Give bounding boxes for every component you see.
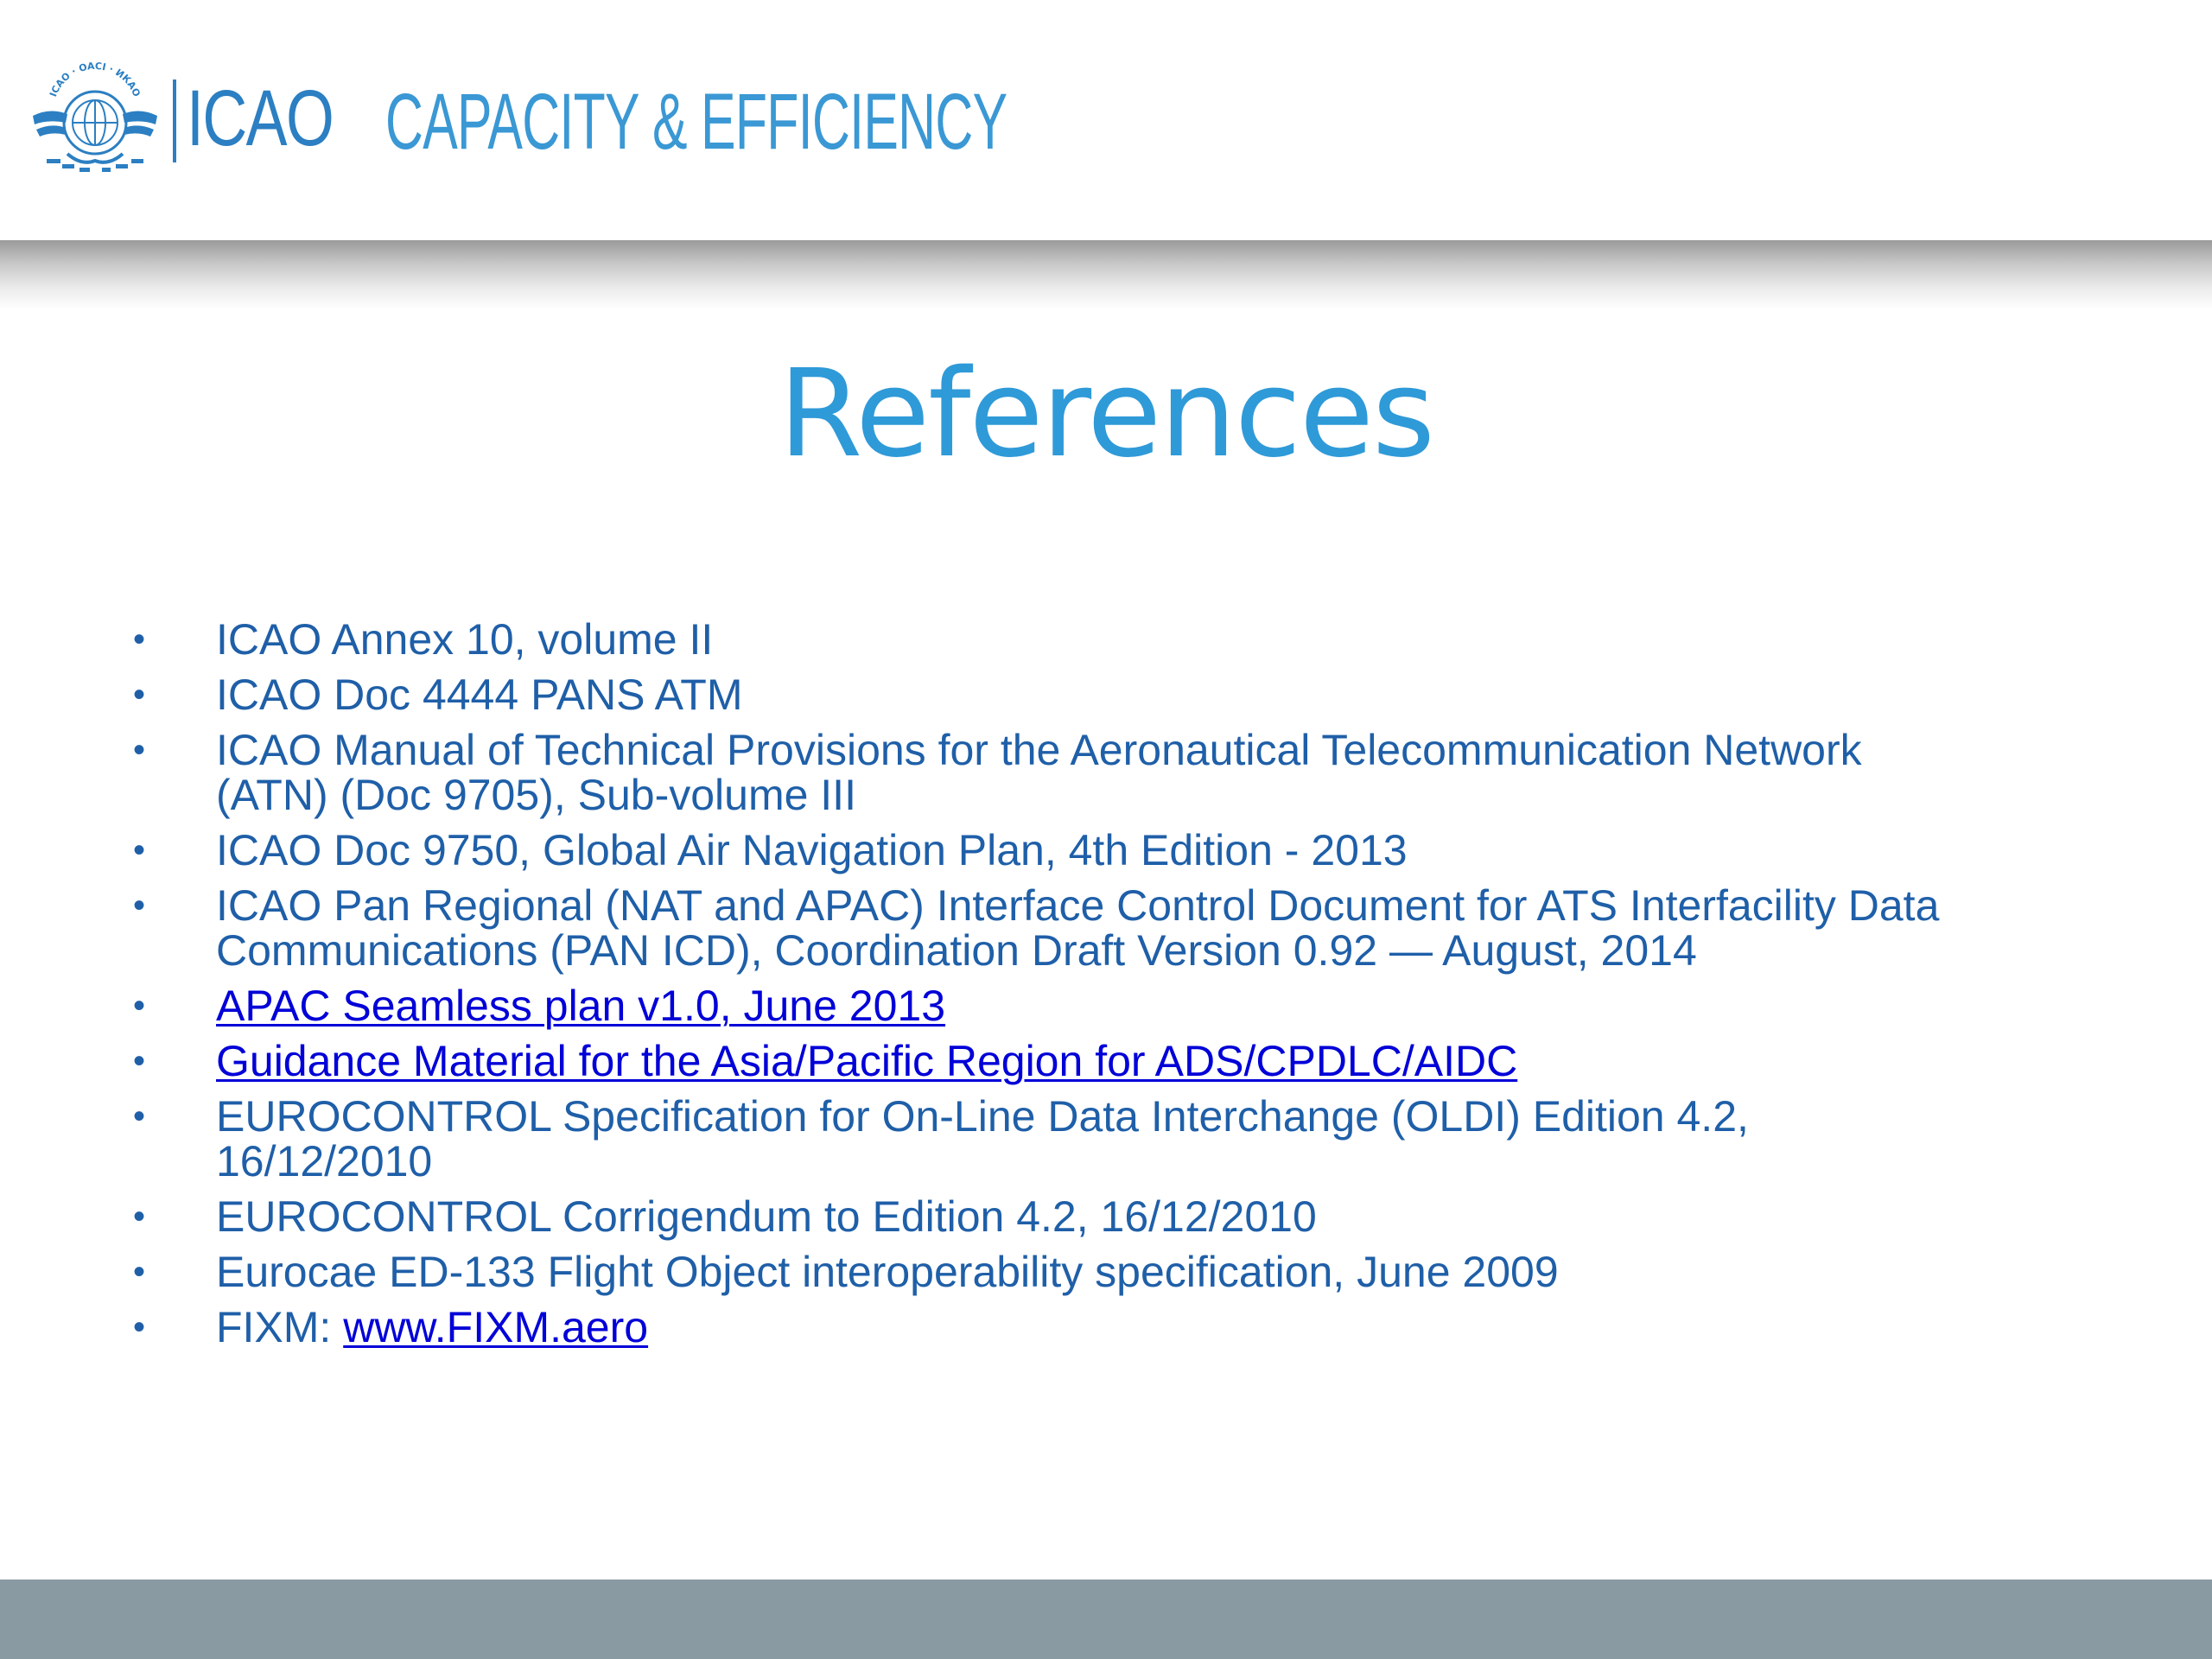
reference-item	[130, 1194, 2108, 1239]
reference-item	[130, 1094, 2108, 1184]
footer-bar	[0, 1580, 2212, 1659]
section-title: CAPACITY & EFFICIENCY	[385, 78, 1007, 166]
reference-item	[130, 1039, 2108, 1084]
reference-text-line-1: EUROCONTROL Specification for On-Line Data Interchange (OLDI) Edition 4.2,	[216, 1092, 1749, 1141]
bullet-icon: •	[133, 987, 146, 1025]
reference-text-line-1: ICAO Pan Regional (NAT and APAC) Interface Control Document for ATS Interfacility Data	[216, 881, 1940, 930]
reference-text-line-2: (ATN) (Doc 9705), Sub-volume III	[216, 771, 856, 819]
reference-text: ICAO Doc 4444 PANS ATM	[216, 671, 743, 719]
bullet-icon: •	[133, 620, 146, 658]
reference-text-line-2: 16/12/2010	[216, 1137, 433, 1185]
header-divider-band	[0, 240, 2212, 309]
bullet-icon: •	[133, 1097, 146, 1135]
header	[0, 0, 2212, 242]
reference-item	[130, 828, 2108, 873]
reference-text: Eurocae ED-133 Flight Object interoperability specification, June 2009	[216, 1248, 1559, 1296]
asia-pacific-guidance-link[interactable]: Guidance Material for the Asia/Pacific Region for ADS/CPDLC/AIDC	[216, 1037, 1518, 1085]
reference-item	[130, 1249, 2108, 1294]
reference-item	[130, 883, 2108, 973]
bullet-icon: •	[133, 1308, 146, 1346]
bullet-icon: •	[133, 1253, 146, 1291]
bullet-icon: •	[133, 1198, 146, 1236]
icao-logo-text: ICAO	[187, 74, 334, 162]
page-title: References	[779, 344, 1433, 485]
reference-text: ICAO Annex 10, volume II	[216, 615, 714, 664]
bullet-icon: •	[133, 676, 146, 714]
reference-item	[130, 983, 2108, 1028]
bullet-icon: •	[133, 887, 146, 925]
bullet-icon: •	[133, 831, 146, 869]
reference-item	[130, 617, 2108, 662]
reference-item	[130, 728, 2108, 817]
icao-emblem-icon	[33, 54, 157, 183]
bullet-icon: •	[133, 731, 146, 769]
reference-text: ICAO Doc 9750, Global Air Navigation Plan, 4th Edition - 2013	[216, 826, 1408, 874]
apac-seamless-plan-link[interactable]: APAC Seamless plan v1.0, June 2013	[216, 982, 946, 1030]
fixm-website-link[interactable]: www.FIXM.aero	[343, 1303, 649, 1351]
reference-text-line-2: Communications (PAN ICD), Coordination Draft Version 0.92 — August, 2014	[216, 926, 1697, 975]
fixm-prefix: FIXM:	[216, 1303, 344, 1351]
emblem-ring-text: ICAO · OACI · ИКАО	[48, 60, 143, 99]
reference-text-line-1: ICAO Manual of Technical Provisions for the Aeronautical Telecommunication Network	[216, 726, 1862, 774]
reference-text: EUROCONTROL Corrigendum to Edition 4.2, 16/12/2010	[216, 1192, 1317, 1241]
logo-divider	[173, 79, 176, 162]
reference-item	[130, 1305, 2108, 1350]
references-list	[130, 617, 2108, 1360]
reference-item	[130, 672, 2108, 717]
bullet-icon: •	[133, 1042, 146, 1080]
